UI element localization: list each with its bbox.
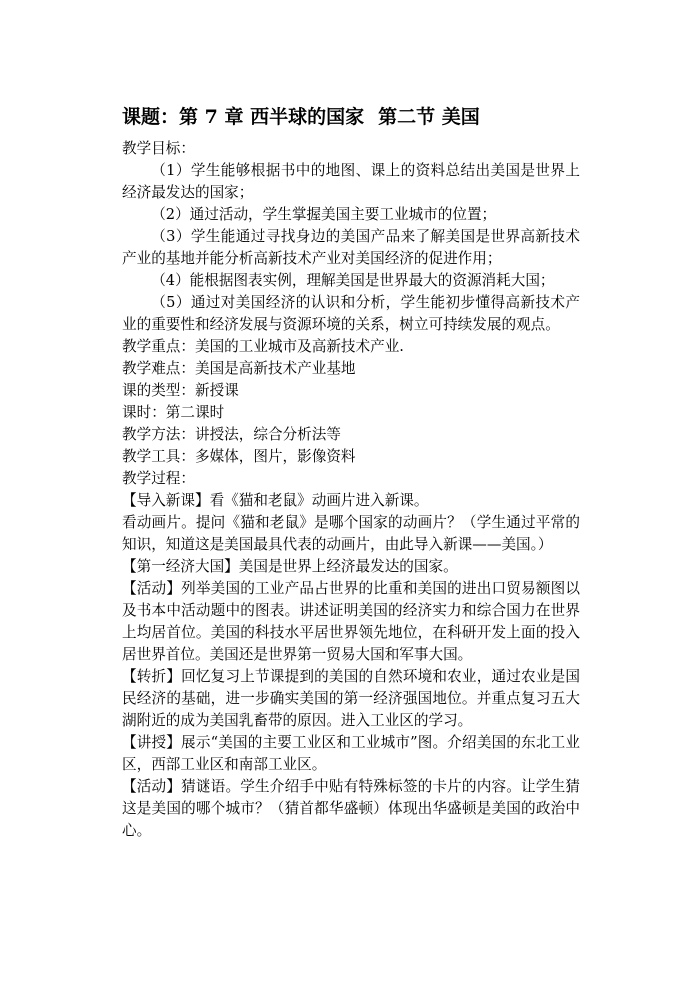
lesson-type: 课的类型：新授课: [122, 382, 239, 399]
teaching-methods: 教学方法：讲授法，综合分析法等: [122, 426, 341, 443]
process-intro: 【导入新课】看《猫和老鼠》动画片进入新课。: [122, 492, 429, 509]
process-activity-1: 【活动】列举美国的工业产品占世界的比重和美国的进出口贸易额图以及书本中活动题中的图表。讲述证明美国的经济实力和综合国力在世界上均居首位。美国的科技水平居世界领先地位，在科研开发上面的投入居世界首位。美国还是世界第一贸易大国和军事大国。: [122, 580, 580, 663]
process-heading: 教学过程：: [122, 470, 195, 487]
section-title: 第二节 美国: [378, 106, 480, 128]
document-body: [122, 104, 580, 842]
objective-item-1: （1）学生能够根据书中的地图、课上的资料总结出美国是世界上经济最发达的国家；: [122, 162, 580, 201]
objective-item-5: （5）通过对美国经济的认识和分析，学生能初步懂得高新技术产业的重要性和经济发展与资源环境的关系，树立可持续发展的观点。: [122, 294, 580, 333]
teaching-tools: 教学工具：多媒体，图片，影像资料: [122, 448, 356, 465]
page-title: [122, 104, 580, 130]
lesson-title: 课题：第 7 章 西半球的国家: [122, 106, 365, 128]
difficult-point: 教学难点：美国是高新技术产业基地: [122, 360, 356, 377]
objective-item-2: （2）通过活动，学生掌握美国主要工业城市的位置；: [151, 206, 497, 223]
objective-item-3: （3）学生能通过寻找身边的美国产品来了解美国是世界高新技术产业的基地并能分析高新技术产业对美国经济的促进作用；: [122, 228, 580, 267]
process-economy: 【第一经济大国】美国是世界上经济最发达的国家。: [122, 558, 458, 575]
process-activity-2: 【活动】猜谜语。学生介绍手中贴有特殊标签的卡片的内容。让学生猜这是美国的哪个城市？（猜首都华盛顿）体现出华盛顿是美国的政治中心。: [122, 778, 580, 839]
process-lecture: 【讲授】展示“美国的主要工业区和工业城市”图。介绍美国的东北工业区，西部工业区和南部工业区。: [122, 734, 580, 773]
process-transition: 【转折】回忆复习上节课提到的美国的自然环境和农业，通过农业是国民经济的基础，进一步确实美国的第一经济强国地位。并重点复习五大湖附近的成为美国乳畜带的原因。进入工业区的学习。: [122, 668, 580, 729]
objective-item-4: （4）能根据图表实例，理解美国是世界最大的资源消耗大国；: [151, 272, 555, 289]
key-point: 教学重点：美国的工业城市及高新技术产业.: [122, 338, 404, 355]
class-hours: 课时：第二课时: [122, 404, 225, 421]
process-cartoon: 看动画片。提问《猫和老鼠》是哪个国家的动画片？（学生通过平常的知识，知道这是美国最具代表的动画片，由此导入新课——美国。）: [122, 514, 580, 553]
objectives-heading: 教学目标：: [122, 140, 195, 157]
